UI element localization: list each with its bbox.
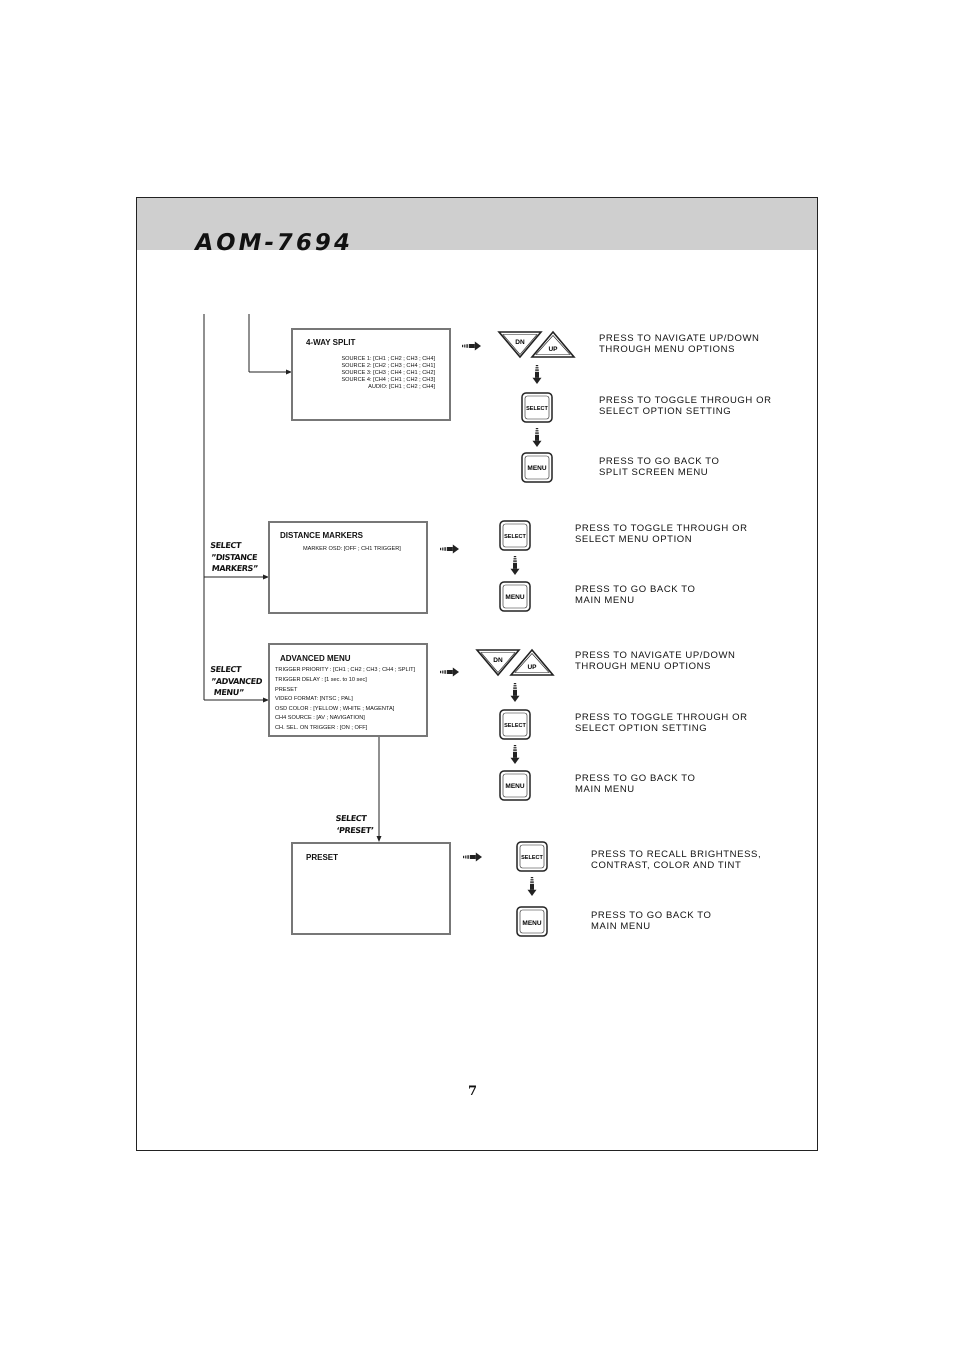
select-label: SELECT (526, 406, 548, 412)
instruction-line: SELECT MENU OPTION (575, 533, 693, 545)
dashed-arrow-icon (533, 428, 542, 447)
dashed-arrow-icon (511, 745, 520, 764)
instruction-split-back (599, 457, 720, 478)
menu-label: MENU (505, 594, 525, 601)
screen-title: 4-WAY SPLIT (306, 338, 356, 347)
dashed-arrow-icon (533, 365, 542, 384)
instruction-split-toggle (599, 396, 772, 417)
screen-title: DISTANCE MARKERS (280, 531, 363, 540)
instruction-line: PRESS TO GO BACK TO (575, 584, 696, 595)
option-trigger-delay: TRIGGER DELAY : [1 sec. to 10 sec] (275, 677, 367, 683)
label-line: MENU” (213, 688, 245, 697)
instruction-advanced-navigate (575, 651, 736, 672)
instruction-distance-toggle (575, 524, 748, 545)
instruction-line: SPLIT SCREEN MENU (599, 466, 709, 478)
instruction-split-navigate (599, 334, 760, 355)
option-audio: AUDIO: [CH1 ; CH2 ; CH4] (368, 384, 435, 390)
label-line: ”ADVANCED (210, 676, 263, 686)
up-triangle-icon[interactable] (511, 650, 553, 675)
instruction-advanced-toggle (575, 713, 748, 734)
instruction-line: PRESS TO TOGGLE THROUGH OR (575, 712, 748, 723)
option-source-2: SOURCE 2: [CH2 ; CH3 ; CH4 ; CH1] (341, 363, 435, 369)
dashed-arrow-icon (511, 556, 520, 575)
instruction-line: PRESS TO GO BACK TO (591, 910, 712, 921)
dashed-arrow-icon (511, 683, 520, 702)
dn-label: DN (515, 339, 525, 346)
screen-title: ADVANCED MENU (280, 654, 351, 663)
option-trigger-priority: TRIGGER PRIORITY : [CH1 ; CH2 ; CH3 ; CH4 ; SPLIT] (275, 667, 416, 673)
dashed-arrow-icon (528, 877, 537, 896)
instruction-line: SELECT OPTION SETTING (575, 722, 708, 734)
select-label: SELECT (504, 723, 526, 729)
label-line: SELECT (209, 541, 242, 550)
option-osd-color: OSD COLOR : [YELLOW ; WHITE ; MAGENTA] (275, 706, 395, 712)
instruction-line: CONTRAST, COLOR AND TINT (591, 859, 742, 871)
instruction-line: MAIN MENU (575, 594, 635, 606)
page-number: 7 (468, 1084, 478, 1099)
instruction-line: MAIN MENU (575, 783, 635, 795)
dashed-arrow-icon (440, 545, 459, 554)
option-ch4-source: CH4 SOURCE : [AV ; NAVIGATION] (275, 715, 365, 721)
instruction-line: PRESS TO NAVIGATE UP/DOWN (599, 333, 760, 344)
menu-label: MENU (527, 465, 547, 472)
dashed-arrow-icon (440, 668, 459, 677)
model-title: AOM-7694 (192, 230, 356, 256)
option-preset: PRESET (275, 687, 298, 693)
instruction-line: PRESS TO GO BACK TO (599, 456, 720, 467)
up-label: UP (548, 346, 558, 353)
select-label: SELECT (521, 855, 543, 861)
instruction-line: MAIN MENU (591, 920, 651, 932)
instruction-line: PRESS TO NAVIGATE UP/DOWN (575, 650, 736, 661)
label-line: SELECT (335, 814, 367, 823)
dashed-arrow-icon (462, 342, 481, 351)
screen-title: PRESET (306, 853, 339, 862)
label-line: SELECT (209, 665, 242, 674)
option-marker-osd: MARKER OSD: [OFF ; CH1 TRIGGER] (303, 546, 401, 552)
menu-label: MENU (505, 783, 525, 790)
instruction-distance-back (575, 585, 696, 606)
instruction-line: SELECT OPTION SETTING (599, 405, 732, 417)
instruction-line: PRESS TO TOGGLE THROUGH OR (575, 523, 748, 534)
menu-label: MENU (522, 920, 542, 927)
instruction-line: PRESS TO RECALL BRIGHTNESS, (591, 849, 762, 860)
label-line: ‘PRESET’ (335, 825, 374, 835)
dashed-arrow-icon (463, 853, 482, 862)
instruction-line: PRESS TO TOGGLE THROUGH OR (599, 395, 772, 406)
instruction-preset-back (591, 911, 712, 932)
option-source-3: SOURCE 3: [CH3 ; CH4 ; CH1 ; CH2] (341, 370, 435, 376)
option-video-format: VIDEO FORMAT: [NTSC ; PAL] (275, 696, 353, 702)
label-line: MARKERS” (211, 564, 259, 573)
instruction-advanced-back (575, 774, 696, 795)
label-line: ”DISTANCE (210, 552, 258, 562)
instruction-line: THROUGH MENU OPTIONS (599, 343, 736, 355)
option-ch-sel-on-trigger: CH. SEL. ON TRIGGER : [ON ; OFF] (275, 725, 368, 731)
option-source-1: SOURCE 1: [CH1 ; CH2 ; CH3 ; CH4] (341, 356, 435, 362)
instruction-line: THROUGH MENU OPTIONS (575, 660, 712, 672)
option-source-4: SOURCE 4: [CH4 ; CH1 ; CH2 ; CH3] (341, 377, 435, 383)
instruction-preset-recall (591, 850, 761, 871)
select-label: SELECT (504, 534, 526, 540)
dn-label: DN (493, 657, 503, 664)
up-label: UP (527, 664, 537, 671)
instruction-line: PRESS TO GO BACK TO (575, 773, 696, 784)
